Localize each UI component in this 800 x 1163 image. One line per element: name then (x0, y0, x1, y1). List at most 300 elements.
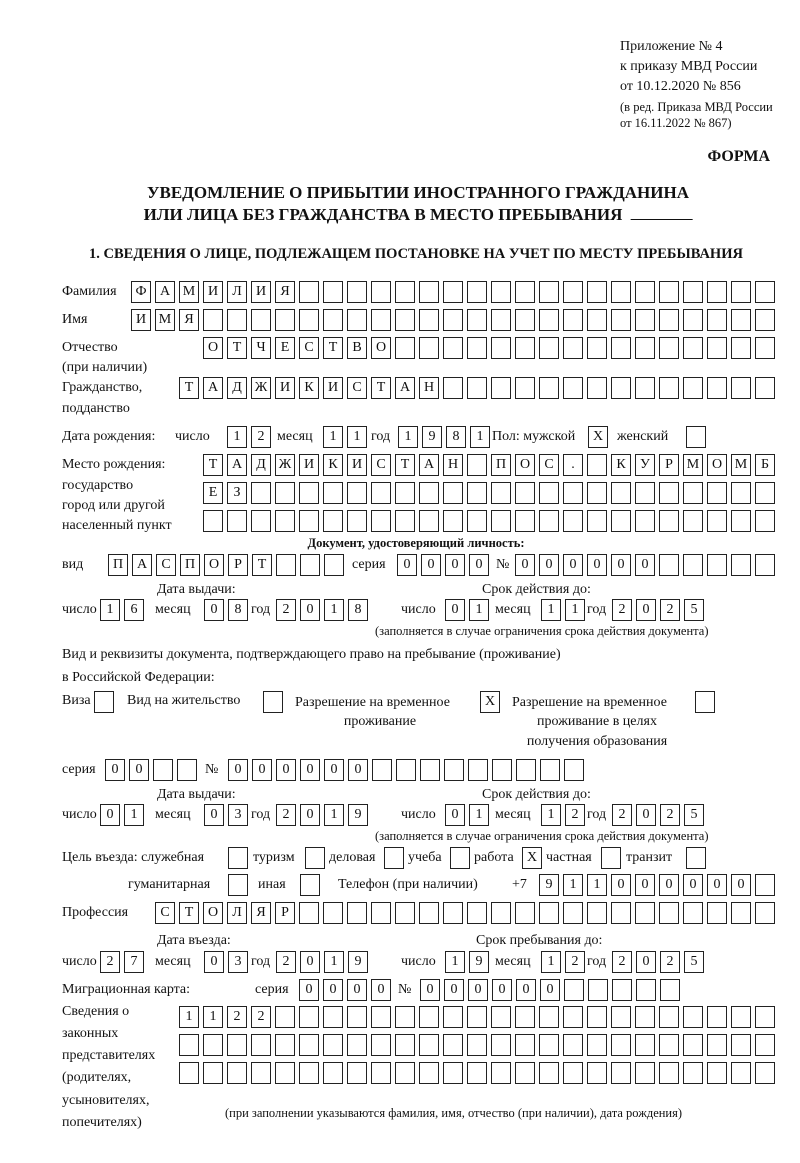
char-box[interactable] (707, 1062, 727, 1084)
purpose-other-checkbox[interactable] (300, 874, 320, 896)
char-box[interactable] (563, 281, 583, 303)
char-box[interactable] (683, 309, 703, 331)
purpose-business-checkbox[interactable] (384, 847, 404, 869)
char-box[interactable] (539, 510, 559, 532)
char-box[interactable]: Ф (131, 281, 151, 303)
char-box[interactable]: 9 (422, 426, 442, 448)
char-box[interactable]: 9 (539, 874, 559, 896)
char-box[interactable] (275, 1034, 295, 1056)
char-box[interactable] (275, 510, 295, 532)
char-box[interactable] (611, 1062, 631, 1084)
char-box[interactable] (420, 759, 440, 781)
char-box[interactable]: 1 (398, 426, 418, 448)
char-box[interactable]: Т (252, 554, 272, 576)
char-box[interactable] (707, 281, 727, 303)
char-box[interactable]: 0 (563, 554, 583, 576)
residence-permit-checkbox[interactable] (263, 691, 283, 713)
char-box[interactable]: 0 (445, 599, 465, 621)
char-box[interactable]: 8 (446, 426, 466, 448)
char-box[interactable] (299, 902, 319, 924)
dob-year-field[interactable] (398, 426, 490, 448)
char-box[interactable]: 0 (276, 759, 296, 781)
char-box[interactable]: Т (371, 377, 391, 399)
char-box[interactable]: 0 (611, 554, 631, 576)
char-box[interactable]: 1 (100, 599, 120, 621)
char-box[interactable] (659, 902, 679, 924)
char-box[interactable] (491, 482, 511, 504)
char-box[interactable] (563, 377, 583, 399)
char-box[interactable] (563, 1034, 583, 1056)
char-box[interactable] (323, 1034, 343, 1056)
char-box[interactable]: 0 (468, 979, 488, 1001)
char-box[interactable] (467, 1062, 487, 1084)
char-box[interactable] (491, 337, 511, 359)
char-box[interactable] (612, 979, 632, 1001)
char-box[interactable] (659, 309, 679, 331)
char-box[interactable]: 0 (300, 951, 320, 973)
purpose-work-checkbox[interactable] (522, 847, 542, 869)
char-box[interactable]: X (522, 847, 542, 869)
char-box[interactable] (371, 902, 391, 924)
char-box[interactable]: 0 (421, 554, 441, 576)
char-box[interactable] (635, 309, 655, 331)
char-box[interactable]: 0 (100, 804, 120, 826)
char-box[interactable] (755, 1006, 775, 1028)
char-box[interactable]: 2 (660, 599, 680, 621)
char-box[interactable]: А (203, 377, 223, 399)
char-box[interactable] (611, 482, 631, 504)
char-box[interactable]: 0 (397, 554, 417, 576)
char-box[interactable]: С (155, 902, 175, 924)
char-box[interactable] (419, 482, 439, 504)
char-box[interactable] (384, 847, 404, 869)
char-box[interactable] (707, 309, 727, 331)
char-box[interactable]: К (299, 377, 319, 399)
char-box[interactable]: Я (179, 309, 199, 331)
char-box[interactable] (443, 902, 463, 924)
char-box[interactable]: 1 (445, 951, 465, 973)
char-box[interactable]: И (323, 377, 343, 399)
char-box[interactable] (659, 337, 679, 359)
char-box[interactable]: 3 (228, 951, 248, 973)
char-box[interactable] (731, 1034, 751, 1056)
char-box[interactable] (659, 510, 679, 532)
char-box[interactable] (635, 510, 655, 532)
id-issue-year-field[interactable] (276, 599, 368, 621)
char-box[interactable] (539, 337, 559, 359)
char-box[interactable] (203, 1062, 223, 1084)
char-box[interactable]: 1 (323, 426, 343, 448)
char-box[interactable]: Д (251, 454, 271, 476)
char-box[interactable] (227, 1062, 247, 1084)
char-box[interactable] (299, 1006, 319, 1028)
char-box[interactable] (491, 510, 511, 532)
char-box[interactable]: С (347, 377, 367, 399)
char-box[interactable]: 2 (251, 426, 271, 448)
char-box[interactable]: 0 (731, 874, 751, 896)
char-box[interactable]: Т (323, 337, 343, 359)
char-box[interactable] (683, 554, 703, 576)
char-box[interactable]: 0 (635, 874, 655, 896)
char-box[interactable] (515, 281, 535, 303)
char-box[interactable]: 0 (469, 554, 489, 576)
char-box[interactable]: 6 (124, 599, 144, 621)
char-box[interactable] (635, 1034, 655, 1056)
char-box[interactable] (683, 1006, 703, 1028)
char-box[interactable]: 2 (660, 951, 680, 973)
char-box[interactable]: О (203, 902, 223, 924)
char-box[interactable]: 2 (276, 599, 296, 621)
char-box[interactable] (347, 1006, 367, 1028)
char-box[interactable] (299, 1034, 319, 1056)
profession-field[interactable] (155, 902, 775, 924)
char-box[interactable] (683, 902, 703, 924)
char-box[interactable]: 0 (444, 979, 464, 1001)
char-box[interactable]: 0 (228, 759, 248, 781)
char-box[interactable] (347, 482, 367, 504)
char-box[interactable]: В (347, 337, 367, 359)
char-box[interactable]: С (156, 554, 176, 576)
char-box[interactable] (683, 510, 703, 532)
char-box[interactable]: 0 (707, 874, 727, 896)
char-box[interactable] (587, 902, 607, 924)
char-box[interactable]: Ж (275, 454, 295, 476)
dob-day-field[interactable] (227, 426, 271, 448)
char-box[interactable]: К (323, 454, 343, 476)
char-box[interactable] (395, 337, 415, 359)
char-box[interactable] (395, 482, 415, 504)
surname-field[interactable] (131, 281, 775, 303)
purpose-private-checkbox[interactable] (601, 847, 621, 869)
char-box[interactable]: А (132, 554, 152, 576)
char-box[interactable] (419, 1034, 439, 1056)
char-box[interactable]: 0 (492, 979, 512, 1001)
char-box[interactable] (601, 847, 621, 869)
char-box[interactable] (659, 281, 679, 303)
char-box[interactable] (491, 1062, 511, 1084)
char-box[interactable]: 0 (300, 599, 320, 621)
char-box[interactable] (492, 759, 512, 781)
char-box[interactable] (203, 1034, 223, 1056)
res-number-field[interactable] (228, 759, 584, 781)
char-box[interactable]: 0 (348, 759, 368, 781)
char-box[interactable] (468, 759, 488, 781)
char-box[interactable]: Т (227, 337, 247, 359)
char-box[interactable] (371, 510, 391, 532)
char-box[interactable] (443, 1006, 463, 1028)
char-box[interactable] (587, 309, 607, 331)
char-box[interactable] (731, 554, 751, 576)
char-box[interactable] (467, 377, 487, 399)
migration-number-field[interactable] (420, 979, 680, 1001)
id-series-field[interactable] (397, 554, 489, 576)
char-box[interactable]: Я (275, 281, 295, 303)
char-box[interactable] (251, 1062, 271, 1084)
char-box[interactable]: А (419, 454, 439, 476)
char-box[interactable] (587, 1034, 607, 1056)
char-box[interactable] (683, 337, 703, 359)
char-box[interactable]: 0 (204, 951, 224, 973)
char-box[interactable] (563, 510, 583, 532)
char-box[interactable] (755, 377, 775, 399)
char-box[interactable]: 0 (445, 804, 465, 826)
char-box[interactable]: 0 (636, 951, 656, 973)
char-box[interactable]: О (371, 337, 391, 359)
char-box[interactable] (695, 691, 715, 713)
char-box[interactable]: 2 (227, 1006, 247, 1028)
purpose-official-checkbox[interactable] (228, 847, 248, 869)
char-box[interactable] (228, 847, 248, 869)
place-of-stay-blank[interactable] (630, 205, 692, 220)
char-box[interactable] (179, 1062, 199, 1084)
char-box[interactable] (515, 309, 535, 331)
char-box[interactable] (323, 281, 343, 303)
char-box[interactable] (755, 309, 775, 331)
id-valid-year-field[interactable] (612, 599, 704, 621)
char-box[interactable] (731, 1006, 751, 1028)
id-number-field[interactable] (515, 554, 775, 576)
char-box[interactable] (707, 1006, 727, 1028)
char-box[interactable] (491, 1006, 511, 1028)
char-box[interactable]: 0 (105, 759, 125, 781)
char-box[interactable] (263, 691, 283, 713)
char-box[interactable]: О (707, 454, 727, 476)
char-box[interactable] (539, 377, 559, 399)
char-box[interactable] (94, 691, 114, 713)
char-box[interactable] (491, 1034, 511, 1056)
char-box[interactable] (305, 847, 325, 869)
char-box[interactable]: И (275, 377, 295, 399)
char-box[interactable] (731, 1062, 751, 1084)
purpose-tourism-checkbox[interactable] (305, 847, 325, 869)
char-box[interactable] (755, 874, 775, 896)
char-box[interactable] (228, 874, 248, 896)
char-box[interactable] (203, 309, 223, 331)
char-box[interactable]: X (480, 691, 500, 713)
char-box[interactable] (587, 510, 607, 532)
char-box[interactable] (539, 309, 559, 331)
legal-reps-field-1[interactable] (179, 1006, 775, 1028)
char-box[interactable]: 1 (179, 1006, 199, 1028)
char-box[interactable] (467, 902, 487, 924)
char-box[interactable]: 1 (227, 426, 247, 448)
char-box[interactable]: 0 (252, 759, 272, 781)
char-box[interactable] (419, 281, 439, 303)
char-box[interactable] (636, 979, 656, 1001)
id-valid-month-field[interactable] (541, 599, 585, 621)
char-box[interactable]: 0 (587, 554, 607, 576)
char-box[interactable]: Л (227, 281, 247, 303)
dob-month-field[interactable] (323, 426, 367, 448)
char-box[interactable]: 0 (636, 599, 656, 621)
char-box[interactable] (587, 454, 607, 476)
char-box[interactable]: С (299, 337, 319, 359)
char-box[interactable]: 0 (659, 874, 679, 896)
char-box[interactable] (371, 309, 391, 331)
char-box[interactable]: Е (203, 482, 223, 504)
char-box[interactable]: 1 (563, 874, 583, 896)
char-box[interactable] (467, 337, 487, 359)
char-box[interactable] (515, 902, 535, 924)
legal-reps-field-3[interactable] (179, 1062, 775, 1084)
char-box[interactable]: 0 (445, 554, 465, 576)
char-box[interactable]: 0 (540, 979, 560, 1001)
char-box[interactable] (683, 1034, 703, 1056)
citizenship-field[interactable] (179, 377, 775, 399)
char-box[interactable]: 7 (124, 951, 144, 973)
char-box[interactable]: 2 (612, 599, 632, 621)
char-box[interactable] (540, 759, 560, 781)
res-series-field[interactable] (105, 759, 197, 781)
char-box[interactable] (587, 281, 607, 303)
char-box[interactable] (611, 1034, 631, 1056)
char-box[interactable]: 1 (324, 599, 344, 621)
char-box[interactable] (491, 377, 511, 399)
char-box[interactable] (539, 281, 559, 303)
char-box[interactable] (444, 759, 464, 781)
char-box[interactable] (419, 1062, 439, 1084)
patronymic-field[interactable] (203, 337, 775, 359)
char-box[interactable]: 1 (541, 951, 561, 973)
char-box[interactable]: О (515, 454, 535, 476)
char-box[interactable]: X (588, 426, 608, 448)
char-box[interactable] (659, 1006, 679, 1028)
char-box[interactable] (635, 482, 655, 504)
char-box[interactable] (635, 377, 655, 399)
char-box[interactable] (443, 1062, 463, 1084)
char-box[interactable] (323, 1062, 343, 1084)
char-box[interactable] (563, 337, 583, 359)
char-box[interactable] (731, 510, 751, 532)
char-box[interactable] (251, 510, 271, 532)
char-box[interactable] (372, 759, 392, 781)
char-box[interactable] (515, 1006, 535, 1028)
char-box[interactable] (347, 309, 367, 331)
char-box[interactable]: Н (443, 454, 463, 476)
char-box[interactable] (539, 1034, 559, 1056)
char-box[interactable]: 2 (276, 804, 296, 826)
char-box[interactable] (611, 337, 631, 359)
char-box[interactable]: 0 (299, 979, 319, 1001)
char-box[interactable] (659, 482, 679, 504)
char-box[interactable] (419, 510, 439, 532)
char-box[interactable] (563, 482, 583, 504)
purpose-transit-checkbox[interactable] (686, 847, 706, 869)
char-box[interactable] (299, 510, 319, 532)
char-box[interactable]: 8 (228, 599, 248, 621)
char-box[interactable]: 8 (348, 599, 368, 621)
char-box[interactable]: 2 (612, 951, 632, 973)
birthplace-field-3[interactable] (203, 510, 775, 532)
char-box[interactable]: 5 (684, 599, 704, 621)
entry-year-field[interactable] (276, 951, 368, 973)
entry-day-field[interactable] (100, 951, 144, 973)
char-box[interactable] (443, 482, 463, 504)
char-box[interactable]: Т (203, 454, 223, 476)
char-box[interactable] (395, 309, 415, 331)
char-box[interactable]: 0 (539, 554, 559, 576)
char-box[interactable]: М (179, 281, 199, 303)
char-box[interactable] (564, 979, 584, 1001)
stay-day-field[interactable] (445, 951, 489, 973)
char-box[interactable] (443, 281, 463, 303)
char-box[interactable]: О (203, 337, 223, 359)
char-box[interactable] (686, 847, 706, 869)
char-box[interactable] (755, 510, 775, 532)
char-box[interactable]: П (491, 454, 511, 476)
char-box[interactable] (347, 1034, 367, 1056)
char-box[interactable]: 9 (469, 951, 489, 973)
char-box[interactable]: 0 (324, 759, 344, 781)
sex-female-checkbox[interactable] (686, 426, 706, 448)
char-box[interactable]: Я (251, 902, 271, 924)
char-box[interactable] (227, 1034, 247, 1056)
char-box[interactable] (611, 1006, 631, 1028)
char-box[interactable] (153, 759, 173, 781)
char-box[interactable] (323, 902, 343, 924)
char-box[interactable]: И (131, 309, 151, 331)
char-box[interactable] (347, 902, 367, 924)
char-box[interactable] (539, 1006, 559, 1028)
migration-series-field[interactable] (299, 979, 391, 1001)
char-box[interactable]: 1 (324, 804, 344, 826)
char-box[interactable] (707, 554, 727, 576)
char-box[interactable]: 1 (587, 874, 607, 896)
char-box[interactable] (731, 482, 751, 504)
id-valid-day-field[interactable] (445, 599, 489, 621)
stay-month-field[interactable] (541, 951, 585, 973)
char-box[interactable]: 0 (371, 979, 391, 1001)
char-box[interactable]: Р (275, 902, 295, 924)
char-box[interactable]: Ж (251, 377, 271, 399)
char-box[interactable] (686, 426, 706, 448)
char-box[interactable] (731, 309, 751, 331)
char-box[interactable] (731, 902, 751, 924)
char-box[interactable] (707, 482, 727, 504)
char-box[interactable]: 0 (204, 599, 224, 621)
res-valid-day-field[interactable] (445, 804, 489, 826)
char-box[interactable] (731, 281, 751, 303)
res-valid-year-field[interactable] (612, 804, 704, 826)
char-box[interactable]: У (635, 454, 655, 476)
char-box[interactable] (707, 902, 727, 924)
char-box[interactable]: 3 (228, 804, 248, 826)
char-box[interactable]: 1 (541, 599, 561, 621)
char-box[interactable] (395, 902, 415, 924)
char-box[interactable]: 1 (565, 599, 585, 621)
char-box[interactable]: 5 (684, 804, 704, 826)
birthplace-field-1[interactable] (203, 454, 775, 476)
char-box[interactable] (731, 337, 751, 359)
char-box[interactable] (179, 1034, 199, 1056)
char-box[interactable]: 9 (348, 951, 368, 973)
char-box[interactable] (707, 377, 727, 399)
char-box[interactable]: 0 (129, 759, 149, 781)
purpose-humanitarian-checkbox[interactable] (228, 874, 248, 896)
char-box[interactable] (515, 482, 535, 504)
char-box[interactable]: А (227, 454, 247, 476)
edu-permit-checkbox[interactable] (695, 691, 715, 713)
char-box[interactable] (563, 1062, 583, 1084)
char-box[interactable]: О (204, 554, 224, 576)
char-box[interactable] (323, 309, 343, 331)
char-box[interactable]: 2 (565, 804, 585, 826)
char-box[interactable]: 5 (684, 951, 704, 973)
char-box[interactable] (659, 377, 679, 399)
char-box[interactable] (443, 510, 463, 532)
phone-field[interactable] (539, 874, 775, 896)
temp-permit-checkbox[interactable] (480, 691, 500, 713)
